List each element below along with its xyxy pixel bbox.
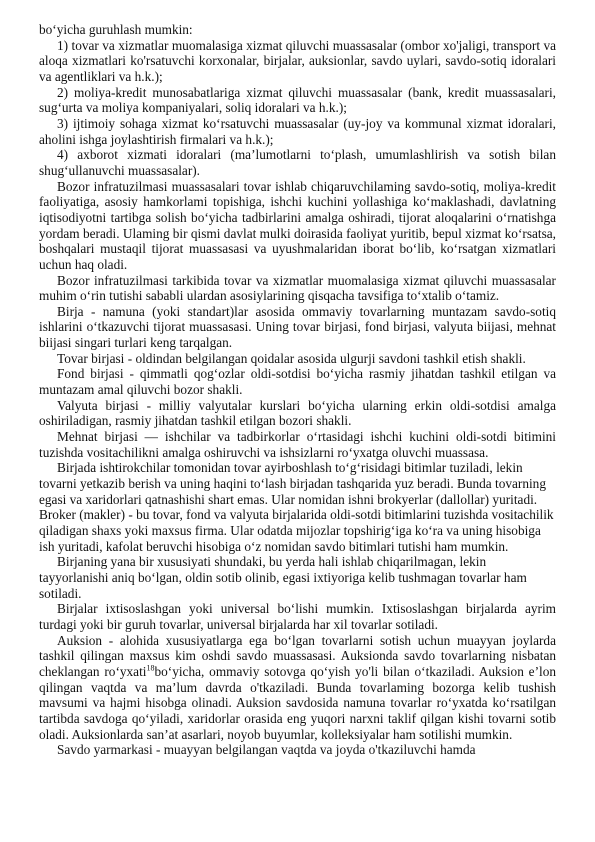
- paragraph-birjalar-turlari: Birjalar ixtisoslashgan yoki universal bo‘lishi mumkin. Ixtisoslashgan birjalarda ayrim turdagi yoki bir guruh tovarlar, universal birjalarda har xil tovarlar sotiladi.: [39, 601, 556, 632]
- footnote-marker: 18: [146, 663, 155, 673]
- paragraph-birja-xususiyati: Birjaning yana bir xususiyati shundaki, bu yerda hali ishlab chiqarilmagan, lekin tayyorlanishi aniq bo‘lgan, oldin sotib olinib, egasi ixtiyoriga kelib tushmagan tovarlar ham sotiladi.: [39, 554, 527, 601]
- paragraph-savdo-yarmarkasi: Savdo yarmarkasi - muayyan belgilangan vaqtda va joyda o'tkaziluvchi hamda: [57, 742, 476, 758]
- paragraph-birja-bitimlar: Birjada ishtirokchilar tomonidan tovar ayirboshlash to‘g‘risidagi bitimlar tuziladi, lekin tovarni yetkazib berish va uning haqini to‘lash birjadan tashqarida yuz beradi. Bunda tovarning egasi va xaridorlari qatnashishi shart emas. Ular nomidan ishni brokyerlar (dallollar) yuritadi. Broker (makler) - bu tovar, fond va valyuta birjalarida oldi-sotdi bitimlarini tuzishda vositachilik qiladigan shaxs yoki maxsus firma. Ular odatda mijozlar topshirig‘iga ko‘ra va uning hisobiga ish yuritadi, kafolat beruvchi hisobiga o‘z nomidan savdo bitimlari tutishi ham mumkin.: [39, 460, 554, 554]
- paragraph-intro: bo‘yicha guruhlash mumkin:: [39, 22, 193, 37]
- paragraph-valyuta-birjasi: Valyuta birjasi - milliy valyutalar kurslari bo‘yicha ularning erkin oldi-sotdisi amalga oshiriladigan, rasmiy jihatdan tashkil etilgan bozori shakli.: [39, 397, 556, 429]
- list-item-3: 3) ijtimoiy sohaga xizmat ko‘rsatuvchi muassasalar (uy-joy va kommunal xizmat idoralari, aholini ishga joylashtirish firmalari va h.k.);: [39, 115, 556, 147]
- list-item-2: 2) moliya-kredit munosabatlariga xizmat qiluvchi muassasalar (bank, kredit muassasalari, sug‘urta va moliya kompaniyalari, soliq idoralari va h.k.);: [39, 84, 556, 116]
- list-item-4: 4) axborot xizmati idoralari (ma’lumotlarni to‘plash, umumlashlirish va sotish bilan shug‘ullanuvchi muassasalar).: [39, 147, 556, 178]
- list-item-1: 1) tovar va xizmatlar muomalasiga xizmat qiluvchi muassasalar (ombor xo'jaligi, transport va aloqa xizmatlari ko'rsatuvchi korxonalar, birjalar, auksionlar, savdo uylari, savdo-sotiq idoralari va agentliklari va h.k.);: [39, 37, 556, 84]
- paragraph-mehnat-birjasi: Mehnat birjasi — ishchilar va tadbirkorlar o‘rtasidagi ishchi kuchini oldi-sotdi bitimini tuzishda vositachilikni amalga oshiruvchi va ishsizlarni ro‘yxatga oluvchi muassasa.: [39, 429, 556, 460]
- paragraph-infrastructure: Bozor infratuzilmasi muassasalari tovar ishlab chiqaruvchilaming savdo-sotiq, moliya-kredit faoliyatiga, asosiy hamkorlami topishiga, ishchi kuchini yollashiga ko‘maklashadi, davlatning iqtisodiyotni tartibga solish bo‘yicha tadbirlarini amalga oshiradi, tijorat aloqalarini o‘rnatishga yordam beradi. Ulaming bir qismi davlat mulki doirasida faoliyat yuritib, bepul xizmat ko‘rsatsa, boshqalari mustaqil tijorat muassasasi va uyushmalaridan iborat bo‘lib, ko‘rsatgan xizmatlari uchun haq oladi.: [39, 178, 556, 272]
- auksion-text-after: bo‘yicha, ommaviy sotovga qo‘yish yo'li bilan o‘tkaziladi. Auksion e’lon qilingan vaqtda va ma’lum davrda o'tkaziladi. Bunda tovarlaming bozorga kelib tushish mavsumi va hajmi hisobga olinadi. Auksion savdosida namuna tovarlar ro‘yxatda ko‘rsatilgan tartibda savdoga qo‘yiladi, xaridorlar orasida eng yuqori narxni taklif qilgan kishi tovarni sotib oladi. Auksionlarda san’at asarlari, noyob buyumlar, kolleksiyalar ham sotilishi mumkin.: [39, 663, 557, 742]
- paragraph-auksion: [39, 633, 556, 743]
- paragraph-fond-birjasi: Fond birjasi - qimmatli qog‘ozlar oldi-sotdisi bo‘yicha rasmiy jihatdan tashkil etilgan va muntazam amal qiluvchi bozor shakli.: [39, 366, 556, 398]
- paragraph-tovar-birjasi: Tovar birjasi - oldindan belgilangan qoidalar asosida ulgurji savdoni tashkil etish shakli.: [57, 350, 526, 366]
- auksion-text-before: Auksion - alohida xususiyatlarga ega bo‘lgan tovarlarni sotish uchun muayyan joylarda tashkil qilingan maxsus kim oshdi savdo muassasasi. Auksionda savdo tovarlarning nisbatan cheklangan ro‘yxati: [39, 632, 556, 679]
- paragraph-birja-definition: Birja - namuna (yoki standart)lar asosida ommaviy tovarlarning muntazam savdo-sotiq ishlarini o‘tkazuvchi tijorat muassasasi. Uning tovar birjasi, fond birjasi, valyuta biijasi, mehnat biijasi singari turlari keng tarqalgan.: [39, 303, 556, 351]
- paragraph-main-institutions: Bozor infratuzilmasi tarkibida tovar va xizmatlar muomalasiga xizmat qiluvchi muassasalar muhim o‘rin tutishi sababli ulardan asosiylarining qisqacha tavsifiga to‘xtalib o‘tamiz.: [39, 272, 556, 304]
- page-body: [39, 22, 556, 758]
